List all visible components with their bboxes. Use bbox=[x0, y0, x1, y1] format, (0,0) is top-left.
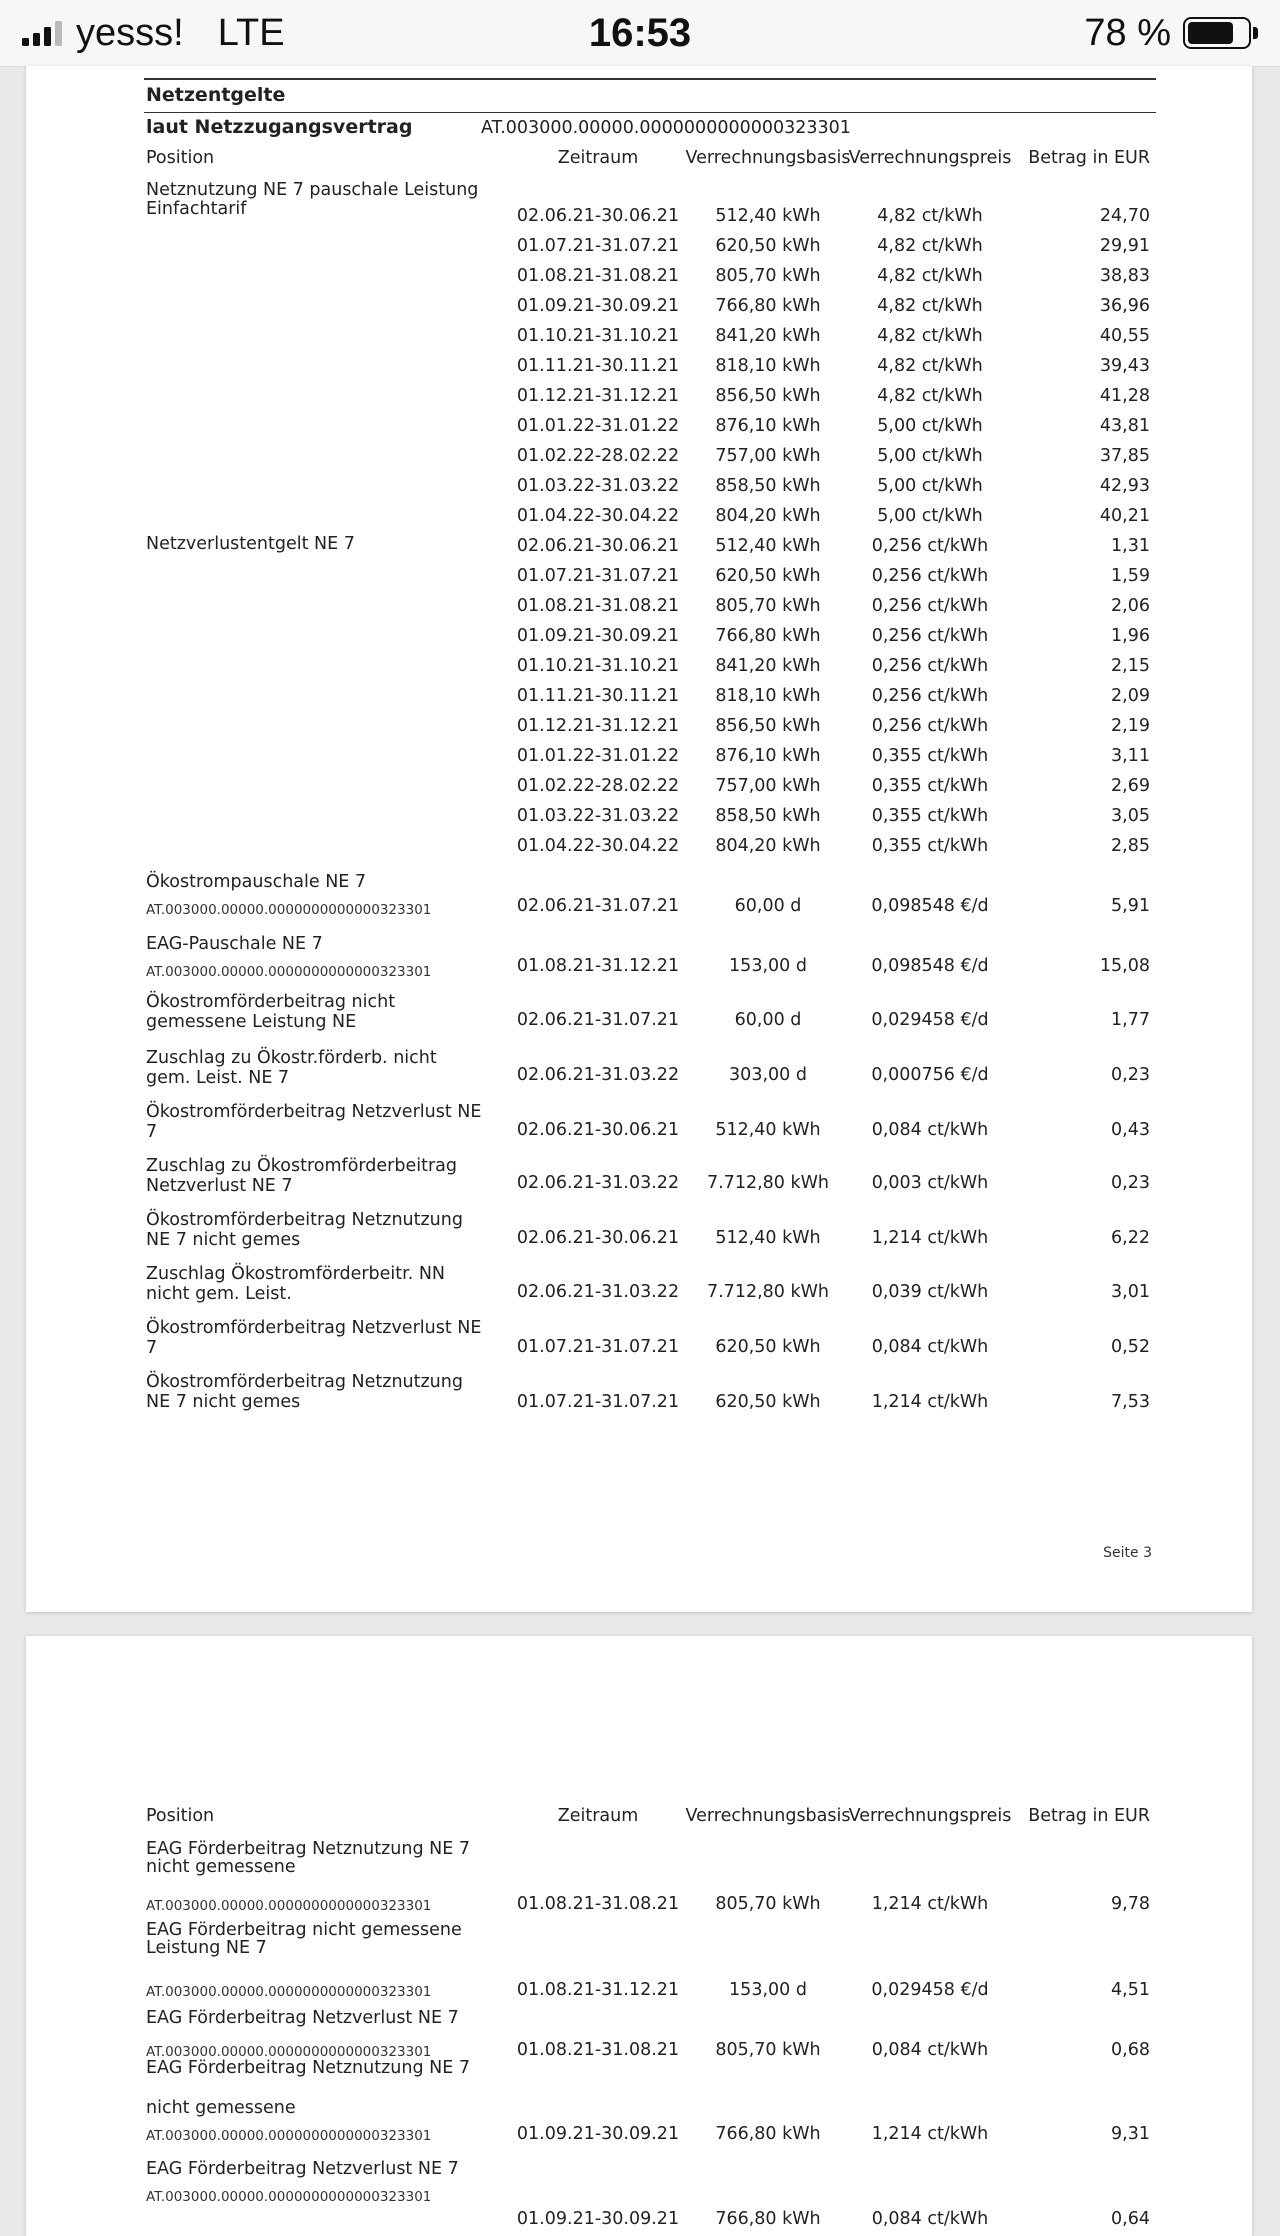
cell-preis: 0,355 ct/kWh bbox=[871, 806, 989, 826]
cell-preis: 0,003 ct/kWh bbox=[871, 1173, 989, 1193]
cell-preis: 5,00 ct/kWh bbox=[877, 476, 983, 496]
position-contract-id: AT.003000.00000.0000000000000323301 bbox=[146, 902, 432, 918]
position-label: Zuschlag zu Ökostr.förderb. nicht bbox=[146, 1048, 437, 1068]
position-label: Ökostromförderbeitrag Netznutzung bbox=[146, 1210, 463, 1230]
cell-preis: 0,029458 €/d bbox=[871, 1980, 989, 2000]
position-label: Zuschlag zu Ökostromförderbeitrag bbox=[146, 1156, 457, 1176]
status-right bbox=[1084, 0, 1258, 66]
cell-basis: 620,50 kWh bbox=[715, 566, 821, 586]
cell-betrag: 1,31 bbox=[1111, 536, 1150, 556]
position-label: 7 bbox=[146, 1122, 158, 1142]
carrier-name: yesss! bbox=[76, 11, 184, 54]
cell-betrag: 29,91 bbox=[1099, 236, 1150, 256]
cell-zeitraum: 02.06.21-31.03.22 bbox=[516, 1065, 680, 1085]
cell-betrag: 3,05 bbox=[1111, 806, 1150, 826]
cell-basis: 153,00 d bbox=[729, 956, 807, 976]
cell-zeitraum: 02.06.21-31.03.22 bbox=[516, 1282, 680, 1302]
position-label: Netznutzung NE 7 pauschale Leistung bbox=[146, 180, 479, 200]
cell-zeitraum: 01.10.21-31.10.21 bbox=[516, 656, 680, 676]
cell-betrag: 9,78 bbox=[1111, 1894, 1150, 1914]
cell-basis: 805,70 kWh bbox=[715, 1894, 821, 1914]
status-left bbox=[22, 0, 285, 66]
cell-basis: 766,80 kWh bbox=[715, 296, 821, 316]
cell-zeitraum: 01.08.21-31.08.21 bbox=[516, 1894, 680, 1914]
header-betrag: Betrag in EUR bbox=[1028, 148, 1150, 168]
cell-basis: 620,50 kWh bbox=[715, 236, 821, 256]
cell-betrag: 42,93 bbox=[1099, 476, 1150, 496]
position-label: EAG-Pauschale NE 7 bbox=[146, 934, 323, 954]
cell-zeitraum: 02.06.21-30.06.21 bbox=[516, 206, 680, 226]
cell-betrag: 2,06 bbox=[1111, 596, 1150, 616]
document-page-3 bbox=[26, 66, 1252, 1612]
position-label: nicht gemessene bbox=[146, 2098, 296, 2118]
position-label: nicht gemessene bbox=[146, 1857, 296, 1877]
cell-preis: 0,098548 €/d bbox=[871, 896, 989, 916]
header-betrag: Betrag in EUR bbox=[1028, 1806, 1150, 1826]
cell-betrag: 15,08 bbox=[1099, 956, 1150, 976]
cell-betrag: 2,15 bbox=[1111, 656, 1150, 676]
cell-preis: 5,00 ct/kWh bbox=[877, 446, 983, 466]
cell-preis: 5,00 ct/kWh bbox=[877, 416, 983, 436]
cell-preis: 4,82 ct/kWh bbox=[877, 206, 983, 226]
cell-zeitraum: 02.06.21-30.06.21 bbox=[516, 1228, 680, 1248]
cell-betrag: 24,70 bbox=[1099, 206, 1150, 226]
position-contract-id: AT.003000.00000.0000000000000323301 bbox=[146, 2128, 432, 2144]
header-position: Position bbox=[146, 148, 215, 168]
cell-preis: 0,000756 €/d bbox=[871, 1065, 989, 1085]
cell-basis: 620,50 kWh bbox=[715, 1337, 821, 1357]
cell-betrag: 0,68 bbox=[1111, 2040, 1150, 2060]
cell-preis: 1,214 ct/kWh bbox=[871, 2124, 989, 2144]
cell-basis: 818,10 kWh bbox=[715, 686, 821, 706]
cell-basis: 841,20 kWh bbox=[715, 656, 821, 676]
cell-basis: 841,20 kWh bbox=[715, 326, 821, 346]
heading-rule bbox=[144, 78, 1156, 80]
cell-preis: 4,82 ct/kWh bbox=[877, 356, 983, 376]
cell-betrag: 1,96 bbox=[1111, 626, 1150, 646]
cell-basis: 766,80 kWh bbox=[715, 2124, 821, 2144]
cell-preis: 0,039 ct/kWh bbox=[871, 1282, 989, 1302]
position-contract-id: AT.003000.00000.0000000000000323301 bbox=[146, 2044, 432, 2060]
header-position: Position bbox=[146, 1806, 215, 1826]
cell-betrag: 0,43 bbox=[1111, 1120, 1150, 1140]
battery-percentage: 78 % bbox=[1084, 11, 1171, 54]
cell-preis: 0,355 ct/kWh bbox=[871, 746, 989, 766]
network-type: LTE bbox=[217, 11, 285, 54]
position-contract-id: AT.003000.00000.0000000000000323301 bbox=[146, 1898, 432, 1914]
position-label: EAG Förderbeitrag Netznutzung NE 7 bbox=[146, 1839, 470, 1859]
cell-basis: 805,70 kWh bbox=[715, 2040, 821, 2060]
cell-preis: 4,82 ct/kWh bbox=[877, 296, 983, 316]
cell-basis: 876,10 kWh bbox=[715, 746, 821, 766]
cell-betrag: 36,96 bbox=[1099, 296, 1150, 316]
cell-basis: 153,00 d bbox=[729, 1980, 807, 2000]
position-label: Zuschlag Ökostromförderbeitr. NN bbox=[146, 1264, 446, 1284]
cell-betrag: 38,83 bbox=[1099, 266, 1150, 286]
cell-basis: 805,70 kWh bbox=[715, 266, 821, 286]
header-zeitraum: Zeitraum bbox=[557, 148, 639, 168]
position-label: Ökostromförderbeitrag Netzverlust NE bbox=[146, 1102, 482, 1122]
cell-preis: 1,214 ct/kWh bbox=[871, 1228, 989, 1248]
cell-preis: 0,256 ct/kWh bbox=[871, 536, 989, 556]
cell-betrag: 39,43 bbox=[1099, 356, 1150, 376]
cell-preis: 4,82 ct/kWh bbox=[877, 266, 983, 286]
cell-basis: 512,40 kWh bbox=[715, 536, 821, 556]
cell-basis: 858,50 kWh bbox=[715, 476, 821, 496]
cell-betrag: 5,91 bbox=[1111, 896, 1150, 916]
cell-preis: 0,084 ct/kWh bbox=[871, 1120, 989, 1140]
page-number: Seite 3 bbox=[1103, 1545, 1152, 1561]
cell-basis: 512,40 kWh bbox=[715, 1228, 821, 1248]
contract-id: AT.003000.00000.0000000000000323301 bbox=[481, 118, 851, 138]
cell-preis: 0,256 ct/kWh bbox=[871, 656, 989, 676]
position-label: Ökostromförderbeitrag nicht bbox=[146, 992, 396, 1012]
header-preis: Verrechnungspreis bbox=[848, 1806, 1012, 1826]
cell-basis: 7.712,80 kWh bbox=[706, 1173, 830, 1193]
cell-zeitraum: 02.06.21-30.06.21 bbox=[516, 536, 680, 556]
cell-zeitraum: 01.01.22-31.01.22 bbox=[516, 746, 680, 766]
cell-basis: 766,80 kWh bbox=[715, 626, 821, 646]
cell-betrag: 37,85 bbox=[1099, 446, 1150, 466]
cell-betrag: 4,51 bbox=[1111, 1980, 1150, 2000]
cell-betrag: 3,01 bbox=[1111, 1282, 1150, 1302]
cell-betrag: 40,55 bbox=[1099, 326, 1150, 346]
cell-basis: 512,40 kWh bbox=[715, 1120, 821, 1140]
cell-betrag: 43,81 bbox=[1099, 416, 1150, 436]
cell-preis: 1,214 ct/kWh bbox=[871, 1894, 989, 1914]
cell-basis: 804,20 kWh bbox=[715, 836, 821, 856]
header-zeitraum: Zeitraum bbox=[557, 1806, 639, 1826]
cell-basis: 766,80 kWh bbox=[715, 2209, 821, 2229]
status-bar bbox=[0, 0, 1280, 67]
cell-basis: 512,40 kWh bbox=[715, 206, 821, 226]
position-label: Netzverlustentgelt NE 7 bbox=[146, 534, 355, 554]
position-contract-id: AT.003000.00000.0000000000000323301 bbox=[146, 2189, 432, 2205]
cell-betrag: 2,85 bbox=[1111, 836, 1150, 856]
cell-preis: 0,256 ct/kWh bbox=[871, 626, 989, 646]
cell-betrag: 1,59 bbox=[1111, 566, 1150, 586]
cell-basis: 858,50 kWh bbox=[715, 806, 821, 826]
battery-cap-icon bbox=[1253, 27, 1258, 39]
document-page-4 bbox=[26, 1636, 1252, 2236]
position-contract-id: AT.003000.00000.0000000000000323301 bbox=[146, 964, 432, 980]
cell-zeitraum: 01.01.22-31.01.22 bbox=[516, 416, 680, 436]
cell-betrag: 40,21 bbox=[1099, 506, 1150, 526]
cell-zeitraum: 01.11.21-30.11.21 bbox=[516, 356, 680, 376]
header-basis: Verrechnungsbasis bbox=[685, 148, 851, 168]
cell-preis: 0,355 ct/kWh bbox=[871, 776, 989, 796]
cell-basis: 856,50 kWh bbox=[715, 716, 821, 736]
cell-basis: 757,00 kWh bbox=[715, 776, 821, 796]
cell-betrag: 2,19 bbox=[1111, 716, 1150, 736]
cell-zeitraum: 01.08.21-31.12.21 bbox=[516, 1980, 680, 2000]
signal-strength-icon bbox=[22, 20, 62, 46]
cell-zeitraum: 02.06.21-30.06.21 bbox=[516, 1120, 680, 1140]
position-label: Leistung NE 7 bbox=[146, 1938, 267, 1958]
section-title: Netzentgelte bbox=[146, 84, 286, 106]
cell-zeitraum: 01.07.21-31.07.21 bbox=[516, 236, 680, 256]
cell-betrag: 41,28 bbox=[1099, 386, 1150, 406]
cell-betrag: 7,53 bbox=[1111, 1392, 1150, 1412]
cell-zeitraum: 01.03.22-31.03.22 bbox=[516, 476, 680, 496]
cell-preis: 0,084 ct/kWh bbox=[871, 1337, 989, 1357]
cell-basis: 60,00 d bbox=[734, 1010, 802, 1030]
cell-zeitraum: 01.07.21-31.07.21 bbox=[516, 1337, 680, 1357]
cell-betrag: 3,11 bbox=[1111, 746, 1150, 766]
cell-preis: 0,256 ct/kWh bbox=[871, 686, 989, 706]
cell-preis: 1,214 ct/kWh bbox=[871, 1392, 989, 1412]
cell-zeitraum: 02.06.21-31.07.21 bbox=[516, 1010, 680, 1030]
cell-preis: 4,82 ct/kWh bbox=[877, 236, 983, 256]
cell-zeitraum: 01.08.21-31.08.21 bbox=[516, 266, 680, 286]
position-contract-id: AT.003000.00000.0000000000000323301 bbox=[146, 1984, 432, 2000]
cell-preis: 5,00 ct/kWh bbox=[877, 506, 983, 526]
cell-zeitraum: 02.06.21-31.07.21 bbox=[516, 896, 680, 916]
position-label: EAG Förderbeitrag Netznutzung NE 7 bbox=[146, 2058, 470, 2078]
cell-betrag: 0,64 bbox=[1111, 2209, 1150, 2229]
cell-zeitraum: 02.06.21-31.03.22 bbox=[516, 1173, 680, 1193]
header-basis: Verrechnungsbasis bbox=[685, 1806, 851, 1826]
cell-zeitraum: 01.09.21-30.09.21 bbox=[516, 2124, 680, 2144]
position-label: gem. Leist. NE 7 bbox=[146, 1068, 290, 1088]
cell-zeitraum: 01.09.21-30.09.21 bbox=[516, 2209, 680, 2229]
cell-preis: 0,084 ct/kWh bbox=[871, 2209, 989, 2229]
position-label: Einfachtarif bbox=[146, 199, 247, 219]
cell-zeitraum: 01.09.21-30.09.21 bbox=[516, 626, 680, 646]
cell-preis: 0,098548 €/d bbox=[871, 956, 989, 976]
cell-basis: 620,50 kWh bbox=[715, 1392, 821, 1412]
cell-betrag: 9,31 bbox=[1111, 2124, 1150, 2144]
cell-basis: 60,00 d bbox=[734, 896, 802, 916]
cell-preis: 4,82 ct/kWh bbox=[877, 386, 983, 406]
position-label: Ökostromförderbeitrag Netzverlust NE bbox=[146, 1318, 482, 1338]
cell-basis: 804,20 kWh bbox=[715, 506, 821, 526]
cell-preis: 0,256 ct/kWh bbox=[871, 596, 989, 616]
position-label: Netzverlust NE 7 bbox=[146, 1176, 293, 1196]
cell-zeitraum: 01.02.22-28.02.22 bbox=[516, 446, 680, 466]
cell-betrag: 2,09 bbox=[1111, 686, 1150, 706]
cell-basis: 818,10 kWh bbox=[715, 356, 821, 376]
clock: 16:53 bbox=[588, 11, 692, 55]
cell-zeitraum: 01.08.21-31.08.21 bbox=[516, 2040, 680, 2060]
position-label: Ökostromförderbeitrag Netznutzung bbox=[146, 1372, 463, 1392]
contract-label: laut Netzzugangsvertrag bbox=[146, 116, 413, 138]
heading-rule bbox=[144, 112, 1156, 113]
cell-zeitraum: 01.08.21-31.08.21 bbox=[516, 596, 680, 616]
position-label: 7 bbox=[146, 1338, 158, 1358]
cell-preis: 0,029458 €/d bbox=[871, 1010, 989, 1030]
cell-preis: 0,256 ct/kWh bbox=[871, 716, 989, 736]
cell-zeitraum: 01.11.21-30.11.21 bbox=[516, 686, 680, 706]
position-label: EAG Förderbeitrag nicht gemessene bbox=[146, 1920, 462, 1940]
battery-icon bbox=[1183, 17, 1251, 49]
cell-betrag: 2,69 bbox=[1111, 776, 1150, 796]
cell-zeitraum: 01.07.21-31.07.21 bbox=[516, 566, 680, 586]
cell-betrag: 6,22 bbox=[1111, 1228, 1150, 1248]
cell-basis: 303,00 d bbox=[729, 1065, 807, 1085]
cell-basis: 7.712,80 kWh bbox=[706, 1282, 830, 1302]
cell-zeitraum: 01.12.21-31.12.21 bbox=[516, 716, 680, 736]
cell-zeitraum: 01.09.21-30.09.21 bbox=[516, 296, 680, 316]
cell-zeitraum: 01.03.22-31.03.22 bbox=[516, 806, 680, 826]
cell-zeitraum: 01.07.21-31.07.21 bbox=[516, 1392, 680, 1412]
cell-zeitraum: 01.10.21-31.10.21 bbox=[516, 326, 680, 346]
cell-zeitraum: 01.08.21-31.12.21 bbox=[516, 956, 680, 976]
battery-level-fill bbox=[1188, 22, 1233, 44]
cell-basis: 805,70 kWh bbox=[715, 596, 821, 616]
position-label: nicht gem. Leist. bbox=[146, 1284, 292, 1304]
cell-preis: 4,82 ct/kWh bbox=[877, 326, 983, 346]
cell-basis: 757,00 kWh bbox=[715, 446, 821, 466]
cell-zeitraum: 01.12.21-31.12.21 bbox=[516, 386, 680, 406]
position-label: Ökostrompauschale NE 7 bbox=[146, 872, 367, 892]
position-label: gemessene Leistung NE bbox=[146, 1012, 357, 1032]
header-preis: Verrechnungspreis bbox=[848, 148, 1012, 168]
cell-basis: 876,10 kWh bbox=[715, 416, 821, 436]
cell-basis: 856,50 kWh bbox=[715, 386, 821, 406]
cell-preis: 0,084 ct/kWh bbox=[871, 2040, 989, 2060]
cell-zeitraum: 01.02.22-28.02.22 bbox=[516, 776, 680, 796]
cell-zeitraum: 01.04.22-30.04.22 bbox=[516, 836, 680, 856]
cell-betrag: 0,23 bbox=[1111, 1173, 1150, 1193]
cell-betrag: 1,77 bbox=[1111, 1010, 1150, 1030]
cell-betrag: 0,23 bbox=[1111, 1065, 1150, 1085]
position-label: NE 7 nicht gemes bbox=[146, 1230, 301, 1250]
position-label: EAG Förderbeitrag Netzverlust NE 7 bbox=[146, 2008, 459, 2028]
cell-zeitraum: 01.04.22-30.04.22 bbox=[516, 506, 680, 526]
position-label: EAG Förderbeitrag Netzverlust NE 7 bbox=[146, 2159, 459, 2179]
position-label: NE 7 nicht gemes bbox=[146, 1392, 301, 1412]
cell-preis: 0,256 ct/kWh bbox=[871, 566, 989, 586]
cell-betrag: 0,52 bbox=[1111, 1337, 1150, 1357]
cell-preis: 0,355 ct/kWh bbox=[871, 836, 989, 856]
